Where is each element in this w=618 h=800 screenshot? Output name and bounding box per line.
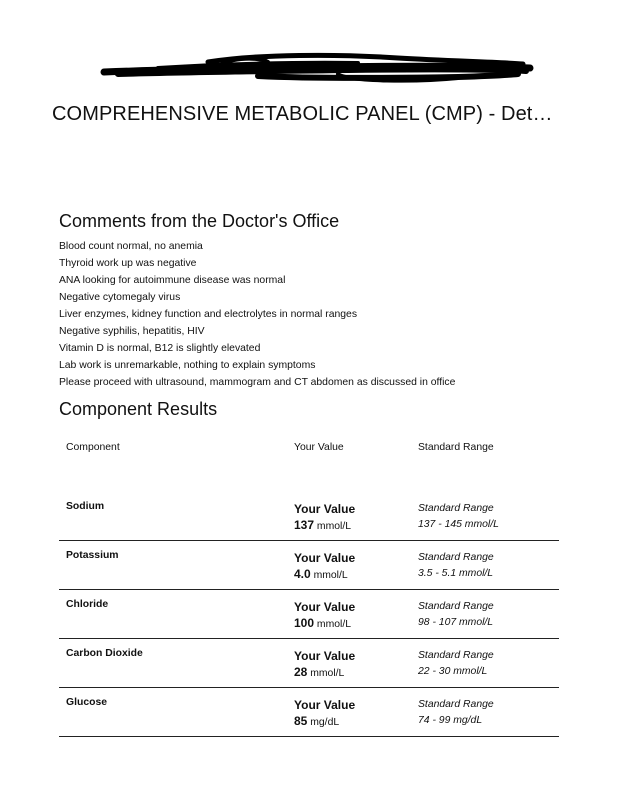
value-line — [294, 615, 355, 633]
value-unit: mmol/L — [316, 619, 351, 630]
range-label: Standard Range — [418, 650, 494, 661]
range-label: Standard Range — [418, 552, 494, 563]
comment-line: Negative cytomegaly virus — [59, 292, 181, 303]
comments-list — [59, 238, 455, 391]
results-table — [59, 432, 559, 737]
value-label: Your Value — [294, 551, 356, 565]
value-line — [294, 517, 355, 535]
value-number: 28 — [294, 665, 308, 679]
value-unit: mg/dL — [310, 717, 340, 728]
value-unit: mmol/L — [310, 668, 345, 679]
result-row-glucose — [59, 688, 559, 737]
value-unit: mmol/L — [313, 570, 348, 581]
value-cell — [294, 501, 355, 535]
component-name: Carbon Dioxide — [66, 648, 143, 659]
comment-line: ANA looking for autoimmune disease was normal — [59, 275, 286, 286]
column-header-component: Component — [66, 442, 120, 453]
results-heading: Component Results — [59, 399, 218, 419]
value-label: Your Value — [294, 502, 356, 516]
component-name: Glucose — [66, 697, 107, 708]
value-cell — [294, 697, 355, 731]
value-unit: mmol/L — [316, 521, 351, 532]
comments-heading: Comments from the Doctor's Office — [59, 211, 340, 231]
value-number: 85 — [294, 714, 308, 728]
value-label: Your Value — [294, 649, 356, 663]
range-value: 22 - 30 mmol/L — [418, 666, 488, 677]
component-name: Sodium — [66, 501, 105, 512]
comment-line: Please proceed with ultrasound, mammogram and CT abdomen as discussed in office — [59, 377, 456, 388]
range-value: 74 - 99 mg/dL — [418, 715, 483, 726]
range-label: Standard Range — [418, 601, 494, 612]
range-cell — [418, 599, 494, 631]
value-number: 100 — [294, 616, 315, 630]
comment-line: Negative syphilis, hepatitis, HIV — [59, 326, 205, 337]
range-value: 98 - 107 mmol/L — [418, 617, 494, 628]
comment-line: Thyroid work up was negative — [59, 258, 197, 269]
range-cell — [418, 697, 494, 729]
value-cell — [294, 550, 355, 584]
range-cell — [418, 648, 494, 680]
result-row-potassium — [59, 541, 559, 590]
result-row-chloride — [59, 590, 559, 639]
range-label: Standard Range — [418, 699, 494, 710]
range-value: 3.5 - 5.1 mmol/L — [418, 568, 494, 579]
result-row-carbon-dioxide — [59, 639, 559, 688]
value-cell — [294, 599, 355, 633]
value-label: Your Value — [294, 600, 356, 614]
value-line — [294, 566, 355, 584]
comment-line: Blood count normal, no anemia — [59, 241, 203, 252]
value-label: Your Value — [294, 698, 356, 712]
comment-line: Vitamin D is normal, B12 is slightly elevated — [59, 343, 261, 354]
column-header-value: Your Value — [294, 442, 344, 453]
range-value: 137 - 145 mmol/L — [418, 519, 499, 530]
value-number: 137 — [294, 518, 315, 532]
range-cell — [418, 501, 499, 533]
redaction-scribble — [98, 48, 538, 88]
column-header-range: Standard Range — [418, 442, 494, 453]
component-name: Potassium — [66, 550, 119, 561]
component-name: Chloride — [66, 599, 109, 610]
range-cell — [418, 550, 494, 582]
results-header-row — [59, 432, 559, 462]
value-cell — [294, 648, 355, 682]
value-line — [294, 713, 355, 731]
comment-line: Liver enzymes, kidney function and electrolytes in normal ranges — [59, 309, 358, 320]
value-number: 4.0 — [294, 567, 311, 581]
result-row-sodium — [59, 462, 559, 541]
page-title: COMPREHENSIVE METABOLIC PANEL (CMP) - Det… — [52, 103, 553, 125]
value-line — [294, 664, 355, 682]
range-label: Standard Range — [418, 503, 494, 514]
comment-line: Lab work is unremarkable, nothing to explain symptoms — [59, 360, 316, 371]
